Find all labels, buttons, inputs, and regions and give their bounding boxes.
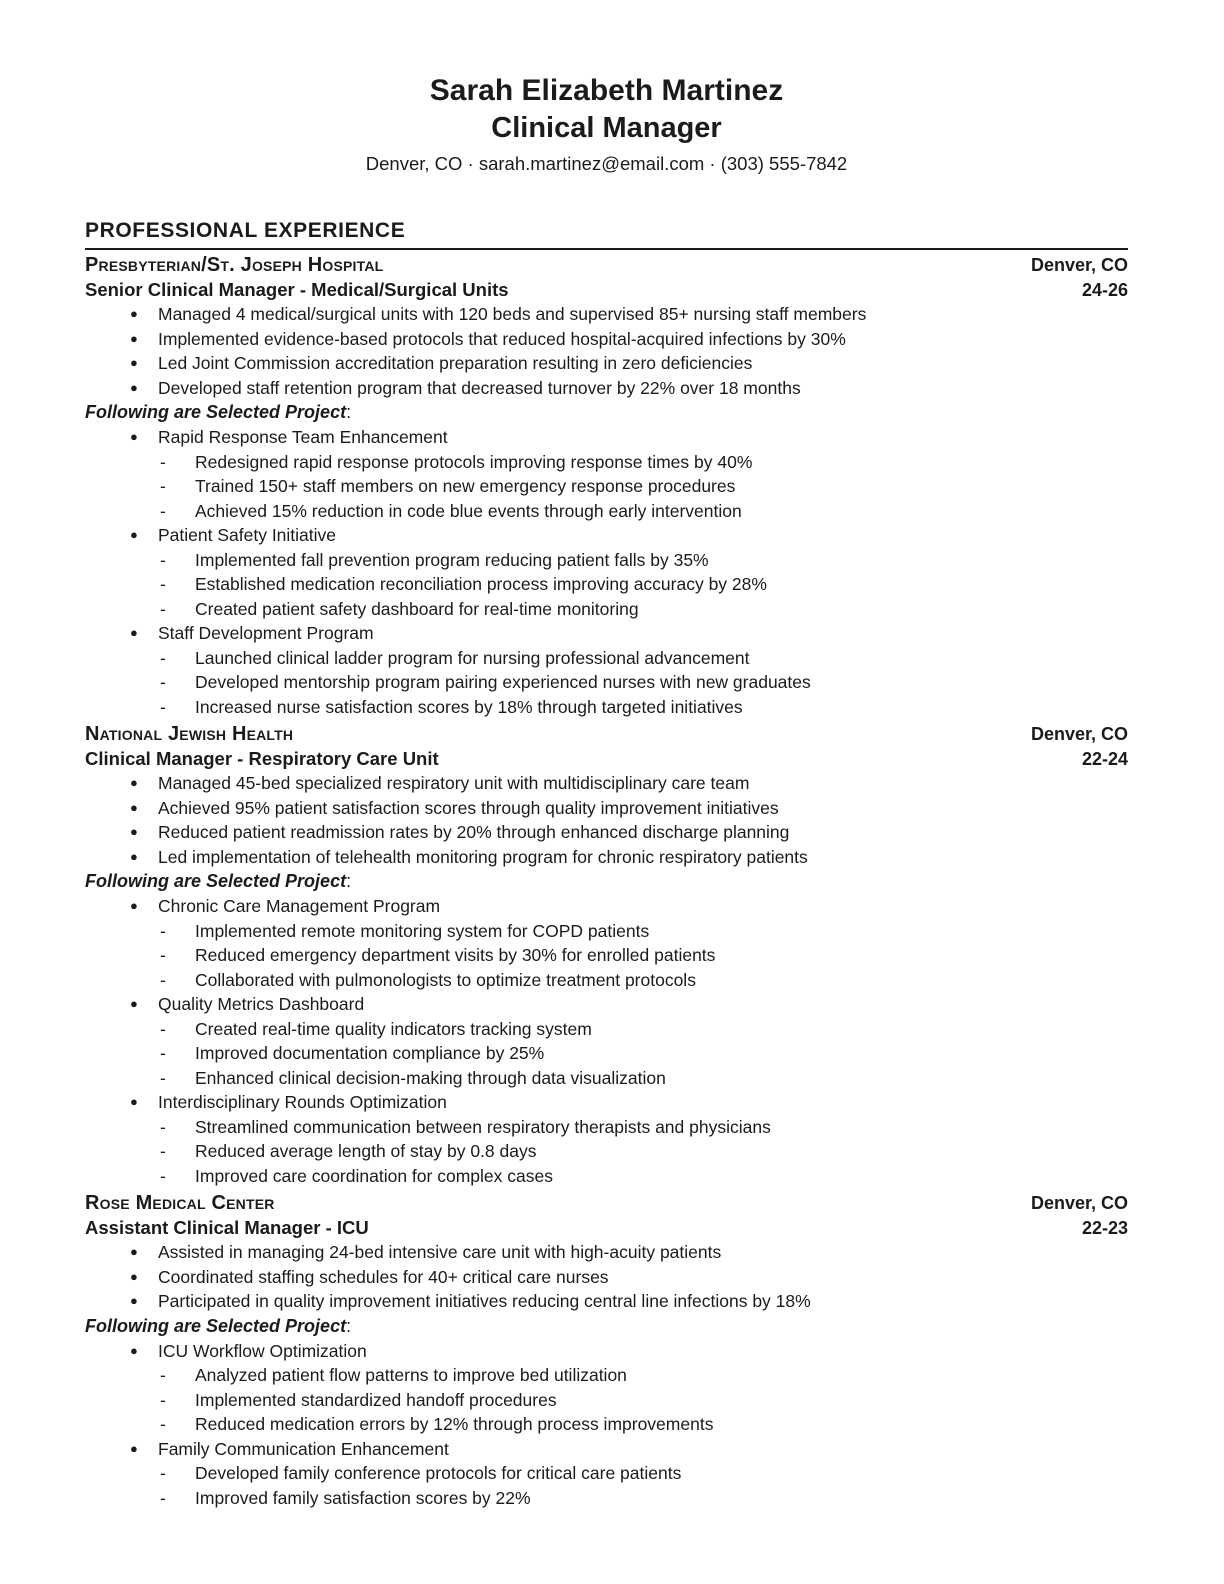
project-sub-item <box>85 1388 1128 1413</box>
job-title: Clinical Manager - Respiratory Care Unit <box>85 747 439 769</box>
project-sub-list <box>85 1363 1128 1437</box>
bullet-item <box>85 771 1128 796</box>
dash-icon: - <box>160 598 166 619</box>
title-row <box>85 1216 1128 1241</box>
job-location: Denver, CO <box>1030 255 1128 275</box>
experience-section <box>85 218 1128 1510</box>
project-sub-list <box>85 548 1128 622</box>
project-item <box>85 621 1128 719</box>
projects-list <box>85 894 1128 1188</box>
bullet-text: Led Joint Commission accreditation preparation resulting in zero deficiencies <box>158 353 753 373</box>
selected-projects-text: Following are Selected Project <box>85 871 347 891</box>
project-sub-item <box>85 1461 1128 1486</box>
project-sub-text: Reduced medication errors by 12% through process improvements <box>195 1414 714 1434</box>
section-divider <box>85 248 1128 250</box>
project-sub-text: Redesigned rapid response protocols improving response times by 40% <box>195 451 753 472</box>
dash-icon: - <box>160 1389 166 1410</box>
job-dates: 22-24 <box>1081 748 1128 769</box>
bullet-text: Reduced patient readmission rates by 20% through enhanced discharge planning <box>158 822 790 842</box>
project-sub-item <box>85 548 1128 573</box>
project-name: Rapid Response Team Enhancement <box>158 427 448 447</box>
dash-icon: - <box>160 920 166 941</box>
dash-icon: - <box>160 500 166 521</box>
project-name-row <box>85 425 1128 450</box>
job-bullets <box>85 771 1128 869</box>
dash-icon: - <box>160 1043 166 1063</box>
project-sub-item <box>85 474 1128 499</box>
bullet-icon: ● <box>130 1440 138 1456</box>
selected-projects-text: Following are Selected Project <box>85 402 347 422</box>
dash-icon: - <box>160 1365 166 1385</box>
project-name-row <box>85 1339 1128 1364</box>
job-entry <box>85 722 1128 1188</box>
project-name-row <box>85 621 1128 646</box>
dash-icon: - <box>160 696 166 717</box>
dash-icon: - <box>160 451 166 472</box>
project-sub-item <box>85 1115 1128 1140</box>
job-title: Assistant Clinical Manager - ICU <box>85 1216 369 1238</box>
project-name-row <box>85 992 1128 1017</box>
candidate-role: Clinical Manager <box>491 112 722 144</box>
dash-icon: - <box>160 1414 166 1434</box>
project-sub-text: Analyzed patient flow patterns to improve bed utilization <box>195 1365 627 1385</box>
project-sub-text: Implemented standardized handoff procedures <box>195 1389 557 1410</box>
bullet-text: Managed 45-bed specialized respiratory unit with multidisciplinary care team <box>158 773 750 793</box>
dash-icon: - <box>160 1116 166 1137</box>
project-sub-item <box>85 597 1128 622</box>
bullet-icon: ● <box>130 824 138 839</box>
bullet-item <box>85 796 1128 821</box>
projects-list <box>85 1339 1128 1511</box>
project-name: Interdisciplinary Rounds Optimization <box>158 1092 447 1112</box>
dash-icon: - <box>160 1141 166 1161</box>
project-sub-text: Enhanced clinical decision-making through data visualization <box>195 1067 666 1088</box>
dash-icon: - <box>160 672 166 692</box>
job-dates: 22-23 <box>1081 1217 1128 1238</box>
project-name: Quality Metrics Dashboard <box>158 994 365 1014</box>
bullet-text: Managed 4 medical/surgical units with 120 beds and supervised 85+ nursing staff members <box>158 304 867 324</box>
project-sub-text: Reduced emergency department visits by 30% for enrolled patients <box>195 945 716 965</box>
project-sub-list <box>85 919 1128 993</box>
dash-icon: - <box>160 549 166 570</box>
project-name: Family Communication Enhancement <box>158 1438 449 1459</box>
company-row <box>85 1191 1128 1216</box>
project-name-row <box>85 894 1128 919</box>
job-location: Denver, CO <box>1030 1193 1128 1213</box>
company-name: Rose Medical Center <box>85 1192 275 1214</box>
project-sub-list <box>85 646 1128 720</box>
project-sub-text: Created real-time quality indicators tracking system <box>195 1018 592 1039</box>
bullet-item <box>85 1289 1128 1314</box>
dash-icon: - <box>160 1165 166 1186</box>
bullet-item <box>85 327 1128 352</box>
project-sub-item <box>85 646 1128 671</box>
project-sub-list <box>85 1017 1128 1091</box>
bullet-icon: ● <box>130 429 138 444</box>
bullet-icon: ● <box>130 379 138 395</box>
project-item <box>85 894 1128 992</box>
bullet-text: Developed staff retention program that decreased turnover by 22% over 18 months <box>158 377 801 398</box>
job-location: Denver, CO <box>1030 724 1128 744</box>
project-name-row <box>85 523 1128 548</box>
jobs-list <box>85 253 1128 1510</box>
project-sub-text: Established medication reconciliation process improving accuracy by 28% <box>195 574 767 594</box>
bullet-item <box>85 351 1128 376</box>
project-item <box>85 1437 1128 1511</box>
project-sub-item <box>85 1041 1128 1066</box>
bullet-icon: ● <box>130 848 138 864</box>
bullet-icon: ● <box>130 1268 138 1284</box>
project-sub-list <box>85 1115 1128 1189</box>
project-sub-item <box>85 1363 1128 1388</box>
project-item <box>85 523 1128 621</box>
job-dates: 24-26 <box>1081 279 1128 300</box>
project-sub-list <box>85 1461 1128 1510</box>
project-sub-item <box>85 1066 1128 1091</box>
project-name: Chronic Care Management Program <box>158 896 441 916</box>
selected-projects-colon: : <box>346 871 352 891</box>
company-row <box>85 253 1128 278</box>
bullet-icon: ● <box>130 775 138 790</box>
project-sub-text: Improved care coordination for complex cases <box>195 1165 553 1186</box>
project-sub-item <box>85 1139 1128 1164</box>
project-sub-item <box>85 572 1128 597</box>
project-item <box>85 992 1128 1090</box>
project-sub-item <box>85 670 1128 695</box>
project-name: Staff Development Program <box>158 623 374 643</box>
project-sub-text: Developed mentorship program pairing experienced nurses with new graduates <box>195 672 811 692</box>
bullet-icon: ● <box>130 898 138 913</box>
project-name: ICU Workflow Optimization <box>158 1340 367 1361</box>
project-sub-text: Developed family conference protocols for critical care patients <box>195 1463 682 1483</box>
resume-header <box>85 72 1128 176</box>
job-entry <box>85 253 1128 719</box>
selected-projects-label <box>85 400 1128 425</box>
projects-list <box>85 425 1128 719</box>
candidate-name: Sarah Elizabeth Martinez <box>429 74 784 107</box>
project-sub-item <box>85 450 1128 475</box>
company-name: Presbyterian/St. Joseph Hospital <box>85 254 384 276</box>
project-name-row <box>85 1437 1128 1462</box>
selected-projects-label <box>85 1314 1128 1339</box>
bullet-icon: ● <box>130 625 138 640</box>
bullet-item <box>85 376 1128 401</box>
dash-icon: - <box>160 1487 166 1508</box>
bullet-item <box>85 845 1128 870</box>
bullet-text: Coordinated staffing schedules for 40+ critical care nurses <box>158 1266 609 1287</box>
bullet-icon: ● <box>130 527 138 542</box>
project-sub-item <box>85 1164 1128 1189</box>
title-row <box>85 278 1128 303</box>
bullet-item <box>85 1240 1128 1265</box>
bullet-text: Participated in quality improvement initiatives reducing central line infections by 18% <box>158 1291 811 1311</box>
bullet-icon: ● <box>130 1342 138 1358</box>
dash-icon: - <box>160 945 166 965</box>
project-sub-text: Launched clinical ladder program for nursing professional advancement <box>195 647 750 668</box>
selected-projects-colon: : <box>346 402 352 422</box>
job-entry <box>85 1191 1128 1510</box>
project-sub-item <box>85 499 1128 524</box>
job-title: Senior Clinical Manager - Medical/Surgical Units <box>85 278 509 300</box>
project-item <box>85 425 1128 523</box>
dash-icon: - <box>160 1018 166 1039</box>
bullet-item <box>85 820 1128 845</box>
contact-line: Denver, CO · sarah.martinez@email.com · (303) 555-7842 <box>365 153 848 174</box>
project-item <box>85 1339 1128 1437</box>
dash-icon: - <box>160 1067 166 1088</box>
dash-icon: - <box>160 969 166 990</box>
dash-icon: - <box>160 574 166 594</box>
bullet-icon: ● <box>130 1244 138 1259</box>
bullet-text: Led implementation of telehealth monitoring program for chronic respiratory patients <box>158 846 808 867</box>
project-name: Patient Safety Initiative <box>158 525 337 545</box>
project-item <box>85 1090 1128 1188</box>
project-sub-item <box>85 1017 1128 1042</box>
job-bullets <box>85 302 1128 400</box>
bullet-icon: ● <box>130 355 138 370</box>
bullet-text: Assisted in managing 24-bed intensive care unit with high-acuity patients <box>158 1242 722 1262</box>
selected-projects-colon: : <box>346 1315 352 1336</box>
bullet-icon: ● <box>130 799 138 815</box>
project-sub-text: Reduced average length of stay by 0.8 days <box>195 1141 537 1161</box>
bullet-item <box>85 1265 1128 1290</box>
project-sub-text: Collaborated with pulmonologists to optimize treatment protocols <box>195 969 696 990</box>
selected-projects-label <box>85 869 1128 894</box>
project-sub-item <box>85 943 1128 968</box>
project-sub-item <box>85 1486 1128 1511</box>
bullet-icon: ● <box>130 330 138 346</box>
project-sub-text: Increased nurse satisfaction scores by 18% through targeted initiatives <box>195 696 743 717</box>
project-sub-text: Improved documentation compliance by 25% <box>195 1043 545 1063</box>
project-sub-text: Improved family satisfaction scores by 22% <box>195 1487 531 1508</box>
project-sub-text: Achieved 15% reduction in code blue events through early intervention <box>195 500 742 521</box>
job-bullets <box>85 1240 1128 1314</box>
bullet-text: Achieved 95% patient satisfaction scores through quality improvement initiatives <box>158 797 779 818</box>
project-sub-text: Created patient safety dashboard for real-time monitoring <box>195 598 639 619</box>
dash-icon: - <box>160 647 166 668</box>
selected-projects-text: Following are Selected Project <box>85 1315 347 1336</box>
project-sub-text: Implemented remote monitoring system for COPD patients <box>195 920 650 941</box>
project-sub-text: Trained 150+ staff members on new emergency response procedures <box>195 476 736 496</box>
dash-icon: - <box>160 476 166 496</box>
company-name: National Jewish Health <box>85 723 294 745</box>
bullet-item <box>85 302 1128 327</box>
section-title: PROFESSIONAL EXPERIENCE <box>85 219 406 242</box>
project-sub-item <box>85 1412 1128 1437</box>
project-name-row <box>85 1090 1128 1115</box>
project-sub-text: Streamlined communication between respiratory therapists and physicians <box>195 1116 771 1137</box>
project-sub-list <box>85 450 1128 524</box>
title-row <box>85 747 1128 772</box>
bullet-icon: ● <box>130 306 138 321</box>
bullet-text: Implemented evidence-based protocols that reduced hospital-acquired infections by 30% <box>158 328 846 349</box>
project-sub-item <box>85 919 1128 944</box>
dash-icon: - <box>160 1463 166 1483</box>
project-sub-text: Implemented fall prevention program reducing patient falls by 35% <box>195 549 709 570</box>
bullet-icon: ● <box>130 1094 138 1109</box>
company-row <box>85 722 1128 747</box>
bullet-icon: ● <box>130 996 138 1011</box>
project-sub-item <box>85 968 1128 993</box>
project-sub-item <box>85 695 1128 720</box>
bullet-icon: ● <box>130 1293 138 1308</box>
